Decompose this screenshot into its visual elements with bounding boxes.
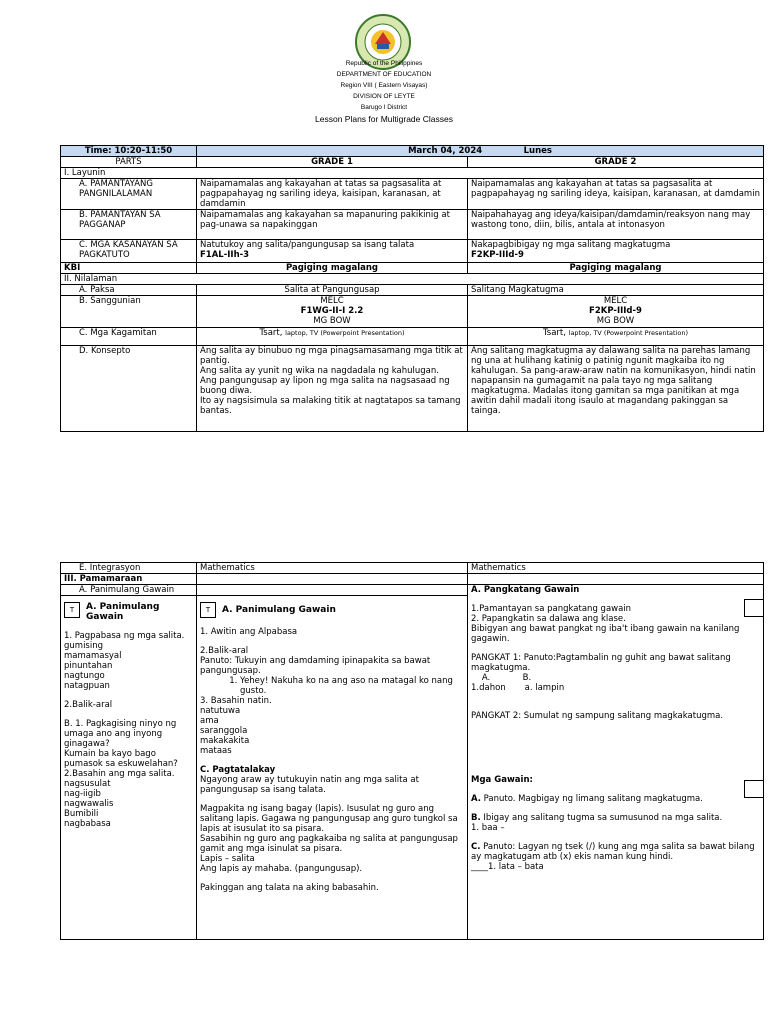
kbi-label: KBI <box>61 263 197 274</box>
lesson-plan-table-1 <box>60 145 764 432</box>
nilalaman-row: II. Nilalaman <box>61 274 764 285</box>
date-cell: March 04, 2024 Lunes <box>197 146 764 157</box>
integrasyon-label: E. Integrasyon <box>61 563 197 574</box>
header-line: Republic of the Philippines <box>345 60 423 67</box>
paksa-g1: Salita at Pangungusap <box>197 285 468 296</box>
sanggunian-g2: MELC F2KP-IIId-9 MG BOW <box>468 296 764 328</box>
konsepto-g2: Ang salitang magkatugma ay dalawang salita na parehas lamang ng una at hulihang katinig o patinig ngunit magkaiba ito ng kahulugan. Sa pang-araw-araw natin na komunikasyon, hindi natin napapansin na gumagamit na pala tayo ng mga salitang magkatugma. Madalas itong gamitan sa mga panitikan at mga awitin dahil madali itong isaulo at magandang pakinggan sa tainga. <box>468 346 764 432</box>
kbi-g2: Pagiging magalang <box>468 263 764 274</box>
integrasyon-g1: Mathematics <box>197 563 468 574</box>
kasanayan-g1: Natutukoy ang salita/pangungusap sa isang talata F1AL-IIh-3 <box>197 240 468 263</box>
parts-header: PARTS <box>61 157 197 168</box>
kbi-g1: Pagiging magalang <box>197 263 468 274</box>
paksa-g2: Salitang Magkatugma <box>468 285 764 296</box>
header-line: DIVISION OF LEYTE <box>353 93 415 100</box>
pagganap-g2: Naipahahayag ang ideya/kaisipan/damdamin/reaksyon nang may wastong tono, diin, bilis, antala at intonasyon <box>468 210 764 240</box>
grade1-header: GRADE 1 <box>197 157 468 168</box>
document-title: Lesson Plans for Multigrade Classes <box>315 114 453 124</box>
konsepto-g1: Ang salita ay binubuo ng mga pinagsamasamang mga titik at pantig. Ang salita ay yunit ng wika na nagdadala ng kahulugan. Ang pangungusap ay lipon ng mga salita na nagsasaad ng buong diwa. Ito ay nagsisimula sa malaking titik at nagtatapos sa tamang bantas. <box>197 346 468 432</box>
side-box <box>744 780 764 798</box>
header-line: Region VIII ( Eastern Visayas) <box>340 82 428 89</box>
kagamitan-g1: Tsart, laptop, TV (Powerpoint Presentation) <box>197 328 468 346</box>
header-line: Barugo I District <box>360 104 408 111</box>
grade1-activities: T A. Panimulang Gawain 1. Awitin ang Alpabasa 2.Balik-aral Panuto: Tukuyin ang damdaming ipinapakita sa bawat pangungusap. 1. Yehey! Nakuha ko na ang aso na matagal ko nang gusto. 3. Basahin natin. natutuwa ama saranggola makakakita mataas C. Pagtatalakay Ngayong araw ay tutukuyin natin ang mga salita at pangungusap sa isang talata. Magpakita ng isang bagay (lapis). Isusulat ng guro ang salitang lapis. Gagawa ng pangungusap ang guro tungkol sa lapis at isusulat ito sa pisara. Sasabihin ng guro ang pagkakaiba ng salita at pangungusap gamit ang mga isinulat sa pisara. Lapis – salita Ang lapis ay mahaba. (pangungusap). Pakinggan ang talata na aking babasahin. <box>197 596 468 940</box>
grade1-warmup: T A. Panimulang Gawain 1. Pagpabasa ng mga salita. gumising mamamasyal pinuntahan nagtungo natagpuan 2.Balik-aral B. 1. Pagkagising ninyo ng umaga ano ang inyong ginagawa? Kumain ba kayo bago pumasok sa eskuwelahan? 2.Basahin ang mga salita. nagsusulat nag-iigib nagwawalis Bumibili nagbabasa <box>61 596 197 940</box>
pamamaraan-label: III. Pamamaraan <box>61 574 197 585</box>
time-cell: Time: 10:20-11:50 <box>61 146 197 157</box>
panimulang-gawain-label: A. Panimulang Gawain <box>61 585 197 596</box>
integrasyon-g2: Mathematics <box>468 563 764 574</box>
pamantayang-g1: Naipamamalas ang kakayahan at tatas sa pagsasalita at pagpapahayag ng sariling ideya, kaisipan, karanasan, at damdamin <box>197 179 468 210</box>
kasanayan-g2: Nakapagbibigay ng mga salitang magkatugma F2KP-IIId-9 <box>468 240 764 263</box>
kagamitan-g2: Tsart, laptop, TV (Powerpoint Presentation) <box>468 328 764 346</box>
teacher-icon: T <box>200 602 216 618</box>
pamantayang-label: A. PAMANTAYANG PANGNILALAMAN <box>61 179 197 210</box>
pamantayang-g2: Naipamamalas ang kakayahan at tatas sa pagsasalita at pagpapahayag ng sariling ideya, kaisipan, karanasan, at damdamin <box>468 179 764 210</box>
paksa-label: A. Paksa <box>61 285 197 296</box>
sanggunian-label: B. Sanggunian <box>61 296 197 328</box>
teacher-icon: T <box>64 602 80 618</box>
pagganap-g1: Naipamamalas ang kakayahan sa mapanuring pakikinig at pag-unawa sa napakinggan <box>197 210 468 240</box>
kasanayan-label: C. MGA KASANAYAN SA PAGKATUTO <box>61 240 197 263</box>
side-box <box>744 599 764 617</box>
kagamitan-label: C. Mga Kagamitan <box>61 328 197 346</box>
pagganap-label: B. PAMANTAYAN SA PAGGANAP <box>61 210 197 240</box>
sanggunian-g1: MELC F1WG-II-I 2.2 MG BOW <box>197 296 468 328</box>
grade2-activities: A. Pangkatang Gawain 1.Pamantayan sa pangkatang gawain 2. Papangkatin sa dalawa ang klase. Bibigyan ang bawat pangkat ng iba't ibang gawain na kanilang gagawin. PANGKAT 1: Panuto:Pagtambalin ng guhit ang bawat salitang magkatugma. A. B. 1.dahon a. lampin PANGKAT 2: Sumulat ng sampung salitang magkakatugma. Mga Gawain: A. Panuto. Magbigay ng limang salitang magkatugma. B. Ibigay ang salitang tugma sa sumusunod na mga salita. 1. baa – C. Panuto: Lagyan ng tsek (/) kung ang mga salita sa bawat bilang ay magkatugam atb (x) ekis naman kung hindi. ____1. lata – bata <box>468 585 764 940</box>
layunin-row: I. Layunin <box>61 168 764 179</box>
konsepto-label: D. Konsepto <box>61 346 197 432</box>
grade2-header: GRADE 2 <box>468 157 764 168</box>
lesson-plan-table-2 <box>60 562 764 940</box>
header-line: DEPARTMENT OF EDUCATION <box>336 71 432 78</box>
